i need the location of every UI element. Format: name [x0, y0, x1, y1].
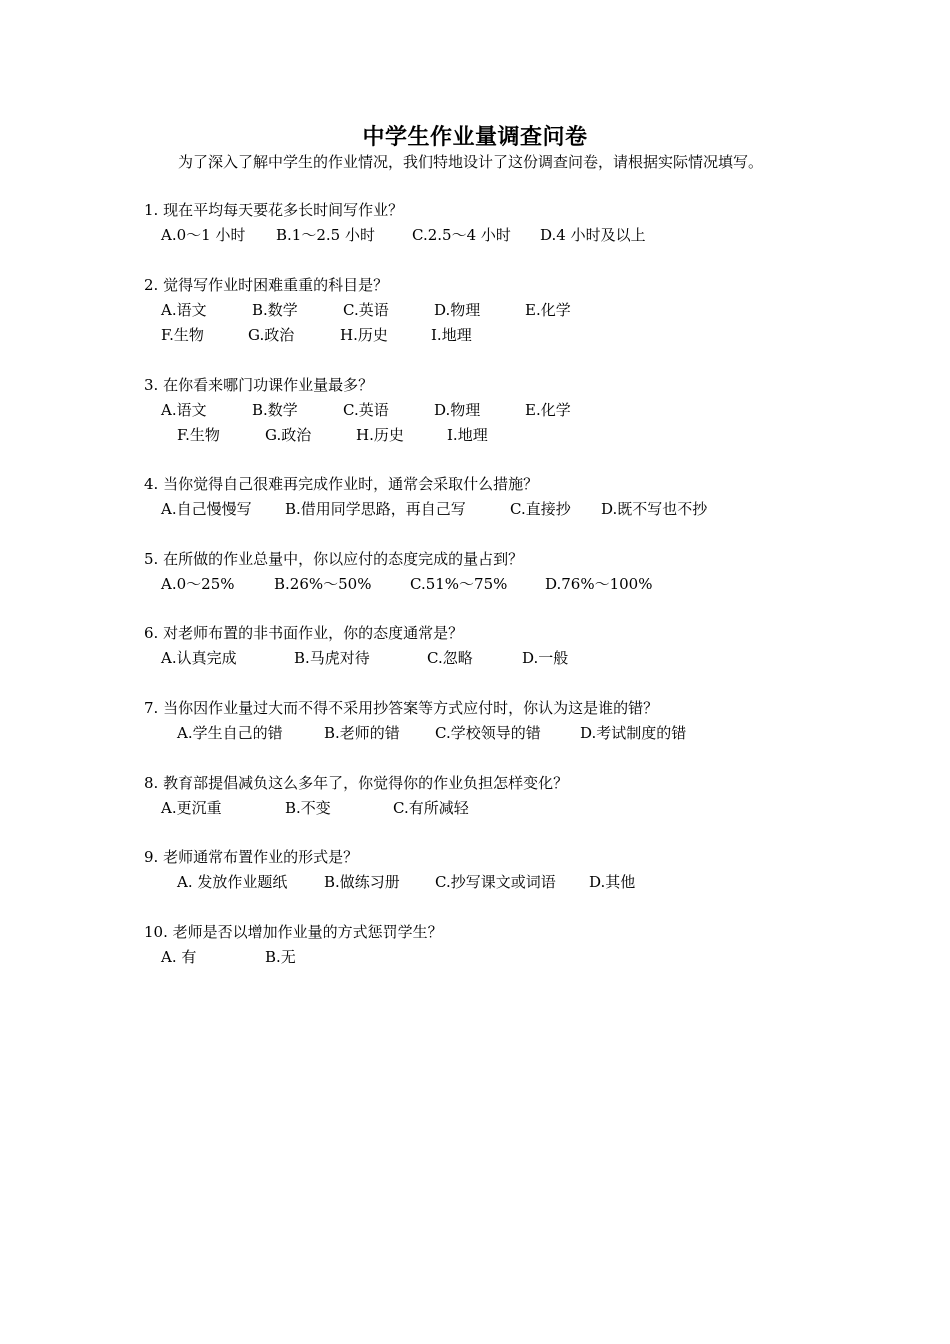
option-d[interactable]: D.76%～100%: [545, 575, 653, 593]
question-text: 8. 教育部提倡减负这么多年了，你觉得你的作业负担怎样变化？: [144, 774, 569, 792]
option-f[interactable]: F.生物: [177, 426, 220, 444]
option-h[interactable]: H.历史: [340, 326, 388, 344]
question-8: [144, 771, 844, 821]
option-d[interactable]: D.一般: [522, 649, 569, 667]
option-row: [144, 323, 844, 348]
question-text: 6. 对老师布置的非书面作业，你的态度通常是？: [144, 624, 464, 642]
question-text: 7. 当你因作业量过大而不得不采用抄答案等方式应付时，你认为这是谁的错？: [144, 699, 659, 717]
option-b[interactable]: B.借用同学思路，再自己写: [285, 500, 466, 518]
option-a[interactable]: A. 发放作业题纸: [177, 873, 288, 891]
option-row: [144, 721, 844, 746]
question-5: [144, 547, 844, 597]
option-b[interactable]: B.1～2.5 小时: [276, 226, 375, 244]
option-c[interactable]: C.英语: [343, 401, 389, 419]
option-b[interactable]: B.26%～50%: [274, 575, 372, 593]
option-b[interactable]: B.马虎对待: [294, 649, 370, 667]
option-row: [144, 398, 844, 423]
option-row: [144, 497, 844, 522]
option-d[interactable]: D.既不写也不抄: [601, 500, 708, 518]
option-c[interactable]: C.有所减轻: [393, 799, 469, 817]
option-b[interactable]: B.老师的错: [324, 724, 400, 742]
question-3: [144, 373, 844, 448]
option-c[interactable]: C.英语: [343, 301, 389, 319]
option-a[interactable]: A.0～25%: [161, 575, 235, 593]
option-g[interactable]: G.政治: [265, 426, 312, 444]
option-row: [144, 646, 844, 671]
option-c[interactable]: C.2.5～4 小时: [412, 226, 511, 244]
option-b[interactable]: B.数学: [252, 401, 298, 419]
option-c[interactable]: C.51%～75%: [410, 575, 508, 593]
option-row: [144, 796, 844, 821]
option-a[interactable]: A.自己慢慢写: [161, 500, 252, 518]
option-row: [144, 298, 844, 323]
option-b[interactable]: B.无: [265, 948, 296, 966]
option-i[interactable]: I.地理: [447, 426, 488, 444]
question-text: 1. 现在平均每天要花多长时间写作业？: [144, 201, 404, 219]
option-b[interactable]: B.不变: [285, 799, 331, 817]
option-row: [144, 870, 844, 895]
option-e[interactable]: E.化学: [525, 401, 571, 419]
question-10: [144, 920, 844, 970]
option-row: [144, 423, 844, 448]
question-7: [144, 696, 844, 746]
option-row: [144, 945, 844, 970]
question-9: [144, 845, 844, 895]
option-a[interactable]: A.更沉重: [161, 799, 222, 817]
question-6: [144, 621, 844, 671]
intro-text: 为了深入了解中学生的作业情况，我们特地设计了这份调查问卷，请根据实际情况填写。: [178, 153, 764, 171]
question-text: 10. 老师是否以增加作业量的方式惩罚学生？: [144, 923, 443, 941]
question-text: 2. 觉得写作业时困难重重的科目是？: [144, 276, 389, 294]
option-b[interactable]: B.做练习册: [324, 873, 400, 891]
option-a[interactable]: A.语文: [161, 401, 207, 419]
option-h[interactable]: H.历史: [356, 426, 404, 444]
option-a[interactable]: A.0～1 小时: [161, 226, 246, 244]
option-d[interactable]: D.考试制度的错: [580, 724, 687, 742]
option-c[interactable]: C.直接抄: [510, 500, 571, 518]
option-c[interactable]: C.忽略: [427, 649, 473, 667]
option-row: [144, 223, 844, 248]
option-f[interactable]: F.生物: [161, 326, 204, 344]
option-g[interactable]: G.政治: [248, 326, 295, 344]
option-i[interactable]: I.地理: [431, 326, 472, 344]
option-a[interactable]: A.认真完成: [161, 649, 237, 667]
page-title: 中学生作业量调查问卷: [362, 124, 588, 150]
option-e[interactable]: E.化学: [525, 301, 571, 319]
question-text: 4. 当你觉得自己很难再完成作业时，通常会采取什么措施？: [144, 475, 539, 493]
option-d[interactable]: D.其他: [589, 873, 636, 891]
question-1: [144, 198, 844, 248]
option-c[interactable]: C.抄写课文或词语: [435, 873, 556, 891]
option-a[interactable]: A. 有: [161, 948, 197, 966]
option-d[interactable]: D.物理: [434, 401, 481, 419]
option-c[interactable]: C.学校领导的错: [435, 724, 541, 742]
option-b[interactable]: B.数学: [252, 301, 298, 319]
option-d[interactable]: D.物理: [434, 301, 481, 319]
question-text: 5. 在所做的作业总量中，你以应付的态度完成的量占到？: [144, 550, 524, 568]
option-a[interactable]: A.语文: [161, 301, 207, 319]
question-4: [144, 472, 844, 522]
option-a[interactable]: A.学生自己的错: [177, 724, 283, 742]
question-text: 9. 老师通常布置作业的形式是？: [144, 848, 359, 866]
question-2: [144, 273, 844, 348]
option-row: [144, 572, 844, 597]
option-d[interactable]: D.4 小时及以上: [540, 226, 646, 244]
question-text: 3. 在你看来哪门功课作业量最多？: [144, 376, 374, 394]
